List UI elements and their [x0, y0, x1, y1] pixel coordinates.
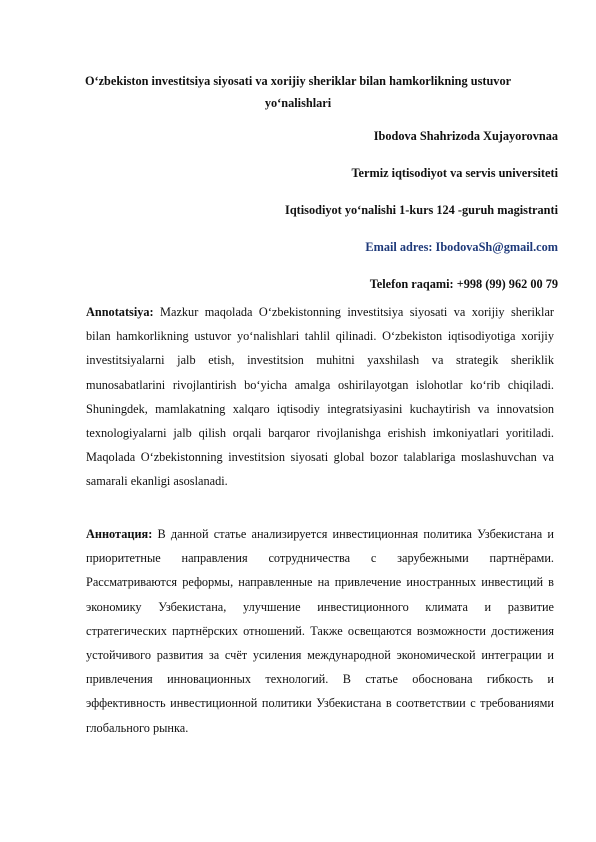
abstract-uzbek-heading: Annotatsiya: [86, 305, 154, 319]
abstract-russian [86, 522, 554, 740]
phone-number: Telefon raqami: +998 (99) 962 00 79 [369, 277, 558, 291]
abstract-russian-heading: Аннотация: [86, 527, 153, 541]
university-name: Termiz iqtisodiyot va servis universiteti [351, 166, 558, 180]
program-info: Iqtisodiyot yo‘nalishi 1-kurs 124 -guruh magistranti [285, 203, 558, 217]
email-address: Email adres: IbodovaSh@gmail.com [365, 240, 558, 254]
paper-title: O‘zbekiston investitsiya siyosati va xorijiy sheriklar bilan hamkorlikning ustuvor yo‘nalishlari [84, 74, 512, 110]
author-name: Ibodova Shahrizoda Xujayorovnaa [373, 129, 558, 143]
abstract-uzbek [86, 300, 554, 494]
abstract-uzbek-text: Mazkur maqolada O‘zbekistonning investitsiya siyosati va xorijiy sheriklar bilan hamkorlikning ustuvor yo‘nalishlari tahlil qilinadi. O‘zbekiston iqtisodiyotiga xorijiy investitsiyalarni jalb etish, investitsion muhitni yaxshilash va strategik sheriklik munosabatlarini rivojlantirish bo‘yicha amalga oshirilayotgan islohotlar ko‘rib chiqiladi. Shuningdek, mamlakatning xalqaro iqtisodiy integratsiyasini kuchaytirish va innovatsion texnologiyalarni jalb qilish orqali barqaror rivojlanishga erishish imkoniyatlari yoritiladi. Maqolada O‘zbekistonning investitsion siyosati global bozor talablariga moslashuvchan va samarali ekanligi asoslanadi. [86, 305, 554, 489]
abstract-russian-text: В данной статье анализируется инвестиционная политика Узбекистана и приоритетные направления сотрудничества с зарубежными партнёрами. Рассматриваются реформы, направленные на привлечение иностранных инвестиций в экономику Узбекистана, улучшение инвестиционного климата и развитие стратегических партнёрских отношений. Также освещаются возможности достижения устойчивого развития за счёт усиления международной экономической интеграции и привлечения инновационных технологий. В статье обоснована гибкость и эффективность инвестиционной политики Узбекистана в соответствии с требованиями глобального рынка. [86, 527, 554, 735]
